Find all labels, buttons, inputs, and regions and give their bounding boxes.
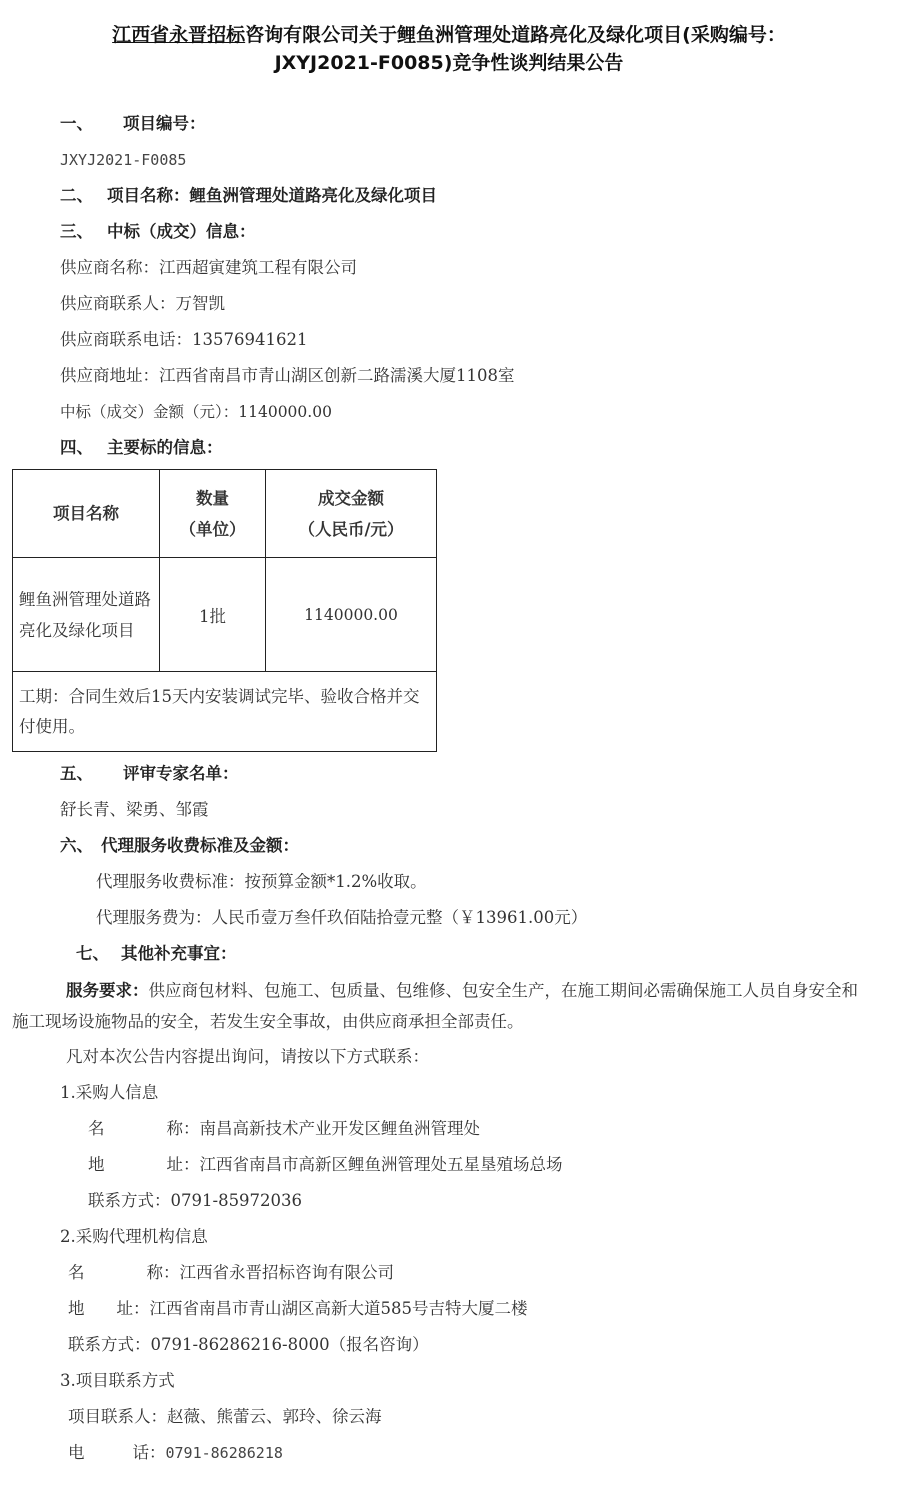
service-text: 供应商包材料、包施工、包质量、包维修、包安全生产，在施工期间必需确保施工人员自身安全和施工现场设施物品的安全，若发生安全事故，由供应商承担全部责任。: [12, 981, 858, 1031]
header-amount-line2: （人民币/元）: [298, 519, 404, 539]
purchaser-contact: 联系方式：0791-85972036: [88, 1191, 303, 1210]
inquiry-note: 凡对本次公告内容提出询问，请按以下方式联系：: [66, 1047, 429, 1066]
section-3-label: 中标（成交）信息：: [107, 222, 256, 241]
expert-list: 舒长青、梁勇、邹霞: [60, 800, 209, 819]
header-quantity: [160, 470, 266, 558]
agency-name-key1: 名: [68, 1263, 85, 1282]
agency-addr-value: 江西省南昌市青山湖区高新大道585号吉特大厦二楼: [149, 1299, 528, 1318]
agency-addr-key2: 址：: [116, 1299, 150, 1318]
purchaser-address: [88, 1154, 563, 1176]
section-4-num: 四、: [60, 438, 93, 457]
construction-period: 工期：合同生效后15天内安装调试完毕、验收合格并交付使用。: [13, 672, 437, 752]
project-contact-heading: 3.项目联系方式: [60, 1371, 175, 1390]
page-title-line2: JXYJ2021-F0085)竞争性谈判结果公告: [274, 52, 624, 74]
purchaser-addr-key2: 址：: [166, 1155, 200, 1174]
section-6-num: 六、: [60, 836, 93, 855]
section-3-num: 三、: [60, 222, 93, 241]
purchaser-heading: 1.采购人信息: [60, 1083, 159, 1102]
section-1-heading: [60, 113, 206, 135]
agency-name-value: 江西省永晋招标咨询有限公司: [179, 1263, 394, 1282]
tel-value: 0791-86286218: [165, 1444, 283, 1462]
agency-link[interactable]: 江西省永晋招标: [112, 24, 246, 46]
purchaser-name-value: 南昌高新技术产业开发区鲤鱼洲管理处: [199, 1119, 480, 1138]
tel-key1: 电: [68, 1443, 85, 1462]
service-requirements: [12, 975, 868, 1037]
tel-key2: 话：: [132, 1443, 166, 1462]
agency-name: [68, 1262, 394, 1284]
title-line1-rest: 咨询有限公司关于鲤鱼洲管理处道路亮化及绿化项目(采购编号：: [245, 24, 786, 46]
purchaser-name-key2: 称：: [166, 1119, 200, 1138]
purchaser-addr-key1: 地: [88, 1155, 105, 1174]
section-7-label: 其他补充事宜：: [121, 944, 237, 963]
section-7-heading: [76, 943, 237, 965]
agency-heading: 2.采购代理机构信息: [60, 1227, 208, 1246]
header-amount-line1: 成交金额: [318, 488, 384, 508]
section-4-heading: [60, 437, 223, 459]
header-quantity-line1: 数量: [196, 488, 229, 508]
table-row: [13, 558, 437, 672]
section-2-label: 项目名称：: [107, 186, 190, 205]
agency-address: [68, 1298, 528, 1320]
supplier-contact: 供应商联系人：万智凯: [60, 294, 225, 313]
project-name: 鲤鱼洲管理处道路亮化及绿化项目: [189, 186, 437, 205]
service-label: 服务要求：: [66, 981, 149, 1000]
header-amount: [266, 470, 437, 558]
table-header-row: [13, 470, 437, 558]
supplier-name: 供应商名称：江西超寅建筑工程有限公司: [60, 258, 357, 277]
page-title: [0, 23, 898, 47]
supplier-phone: 供应商联系电话：13576941621: [60, 330, 308, 349]
supplier-address: 供应商地址：江西省南昌市青山湖区创新二路濡溪大厦1108室: [60, 366, 515, 385]
award-amount: 中标（成交）金额（元）：1140000.00: [60, 403, 332, 421]
fee-amount: 代理服务费为：人民币壹万叁仟玖佰陆拾壹元整（￥13961.00元）: [96, 908, 588, 927]
project-number: JXYJ2021-F0085: [60, 151, 187, 169]
purchaser-addr-value: 江西省南昌市高新区鲤鱼洲管理处五星垦殖场总场: [199, 1155, 563, 1174]
header-project-name: 项目名称: [13, 470, 160, 558]
items-table: [12, 469, 437, 752]
section-6-label: 代理服务收费标准及金额：: [101, 836, 299, 855]
section-3-heading: [60, 221, 256, 243]
agency-contact: 联系方式：0791-86286216-8000（报名咨询）: [68, 1335, 429, 1354]
header-quantity-line2: （单位）: [179, 519, 246, 539]
section-6-heading: [60, 835, 299, 857]
section-5-heading: [60, 763, 239, 785]
section-2-num: 二、: [60, 186, 93, 205]
agency-addr-key1: 地: [68, 1299, 85, 1318]
section-7-num: 七、: [76, 944, 109, 963]
section-5-num: 五、: [60, 764, 93, 783]
section-4-label: 主要标的信息：: [107, 438, 223, 457]
row-amount: 1140000.00: [266, 558, 437, 672]
agency-name-key2: 称：: [146, 1263, 180, 1282]
purchaser-name-key1: 名: [88, 1119, 105, 1138]
project-contact-persons: 项目联系人：赵薇、熊蕾云、郭玲、徐云海: [68, 1407, 382, 1426]
section-2-heading: [60, 185, 437, 207]
project-contact-tel: [68, 1442, 283, 1464]
row-project-name: 鲤鱼洲管理处道路亮化及绿化项目: [13, 558, 160, 672]
section-1-num: 一、: [60, 114, 93, 133]
row-quantity: 1批: [160, 558, 266, 672]
purchaser-name: [88, 1118, 480, 1140]
section-5-label: 评审专家名单：: [123, 764, 239, 783]
table-footer-row: [13, 672, 437, 752]
section-1-label: 项目编号：: [123, 114, 206, 133]
fee-standard: 代理服务收费标准：按预算金额*1.2%收取。: [96, 872, 427, 891]
